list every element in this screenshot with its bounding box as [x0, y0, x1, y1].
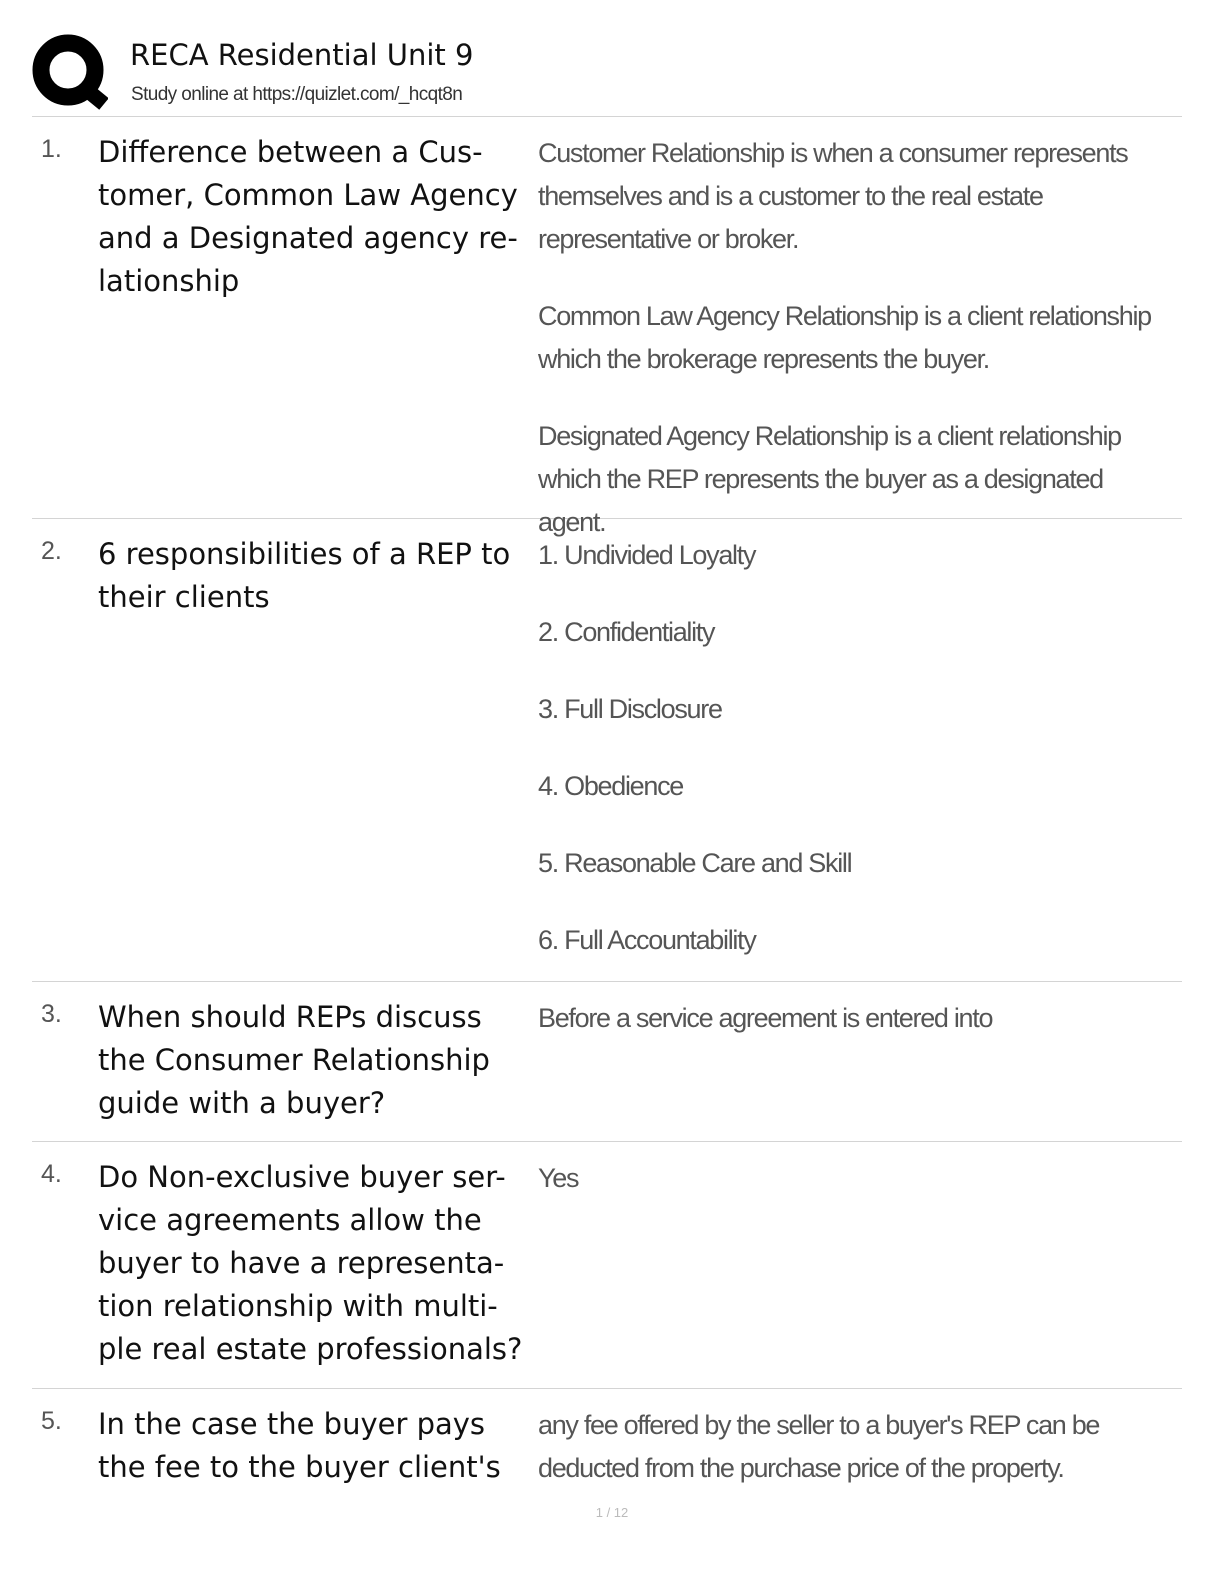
card-definition [538, 132, 1173, 544]
definition-paragraph: 4. Obedience [538, 771, 684, 801]
definition-paragraph: any fee offered by the seller to a buyer's REP can be deducted from the purchase price of the property. [538, 1410, 1100, 1483]
card-definition [538, 997, 1173, 1040]
card-definition [538, 534, 1173, 962]
definition-paragraph: 3. Full Disclosure [538, 694, 722, 724]
card-term: 6 responsibilities of a REP to their clients [98, 537, 511, 614]
card-term: Difference between a Cus- tomer, Common Law Agency and a Designated agency re- lationship [98, 135, 518, 298]
definition-paragraph: Customer Relationship is when a consumer represents themselves and is a customer to the real estate representative or broker. [538, 138, 1128, 254]
card-definition [538, 1157, 1173, 1200]
card-number: 3. [41, 1000, 62, 1028]
study-online-link[interactable]: Study online at https://quizlet.com/_hcqt8n [131, 84, 463, 105]
flashcard [32, 982, 1182, 1142]
definition-paragraph: Before a service agreement is entered into [538, 1003, 993, 1033]
definition-paragraph: 5. Reasonable Care and Skill [538, 848, 852, 878]
flashcard-list [32, 117, 1182, 1509]
page-title: RECA Residential Unit 9 [130, 38, 474, 72]
card-term: In the case the buyer pays the fee to the buyer client's [98, 1407, 501, 1484]
card-number: 4. [41, 1160, 62, 1188]
card-term: When should REPs discuss the Consumer Relationship guide with a buyer? [98, 1000, 490, 1120]
card-term: Do Non-exclusive buyer ser- vice agreements allow the buyer to have a representa- tion relationship with multi- ple real estate professionals? [98, 1160, 523, 1366]
card-number: 2. [41, 537, 62, 565]
card-number: 5. [41, 1407, 62, 1435]
card-definition [538, 1404, 1173, 1490]
page-header [32, 34, 1182, 114]
page-number: 1 / 12 [595, 1505, 629, 1520]
flashcard [32, 117, 1182, 537]
definition-paragraph: 1. Undivided Loyalty [538, 540, 756, 570]
flashcard [32, 1142, 1182, 1389]
definition-paragraph: 6. Full Accountability [538, 925, 756, 955]
definition-paragraph: Designated Agency Relationship is a client relationship which the REP represents the buyer as a designated agent. [538, 421, 1121, 537]
flashcard [32, 1389, 1182, 1509]
flashcard [32, 519, 1182, 982]
card-number: 1. [41, 135, 62, 163]
definition-paragraph: Yes [538, 1163, 579, 1193]
quizlet-q-icon [32, 34, 108, 110]
definition-paragraph: 2. Confidentiality [538, 617, 715, 647]
definition-paragraph: Common Law Agency Relationship is a client relationship which the brokerage represents the buyer. [538, 301, 1151, 374]
